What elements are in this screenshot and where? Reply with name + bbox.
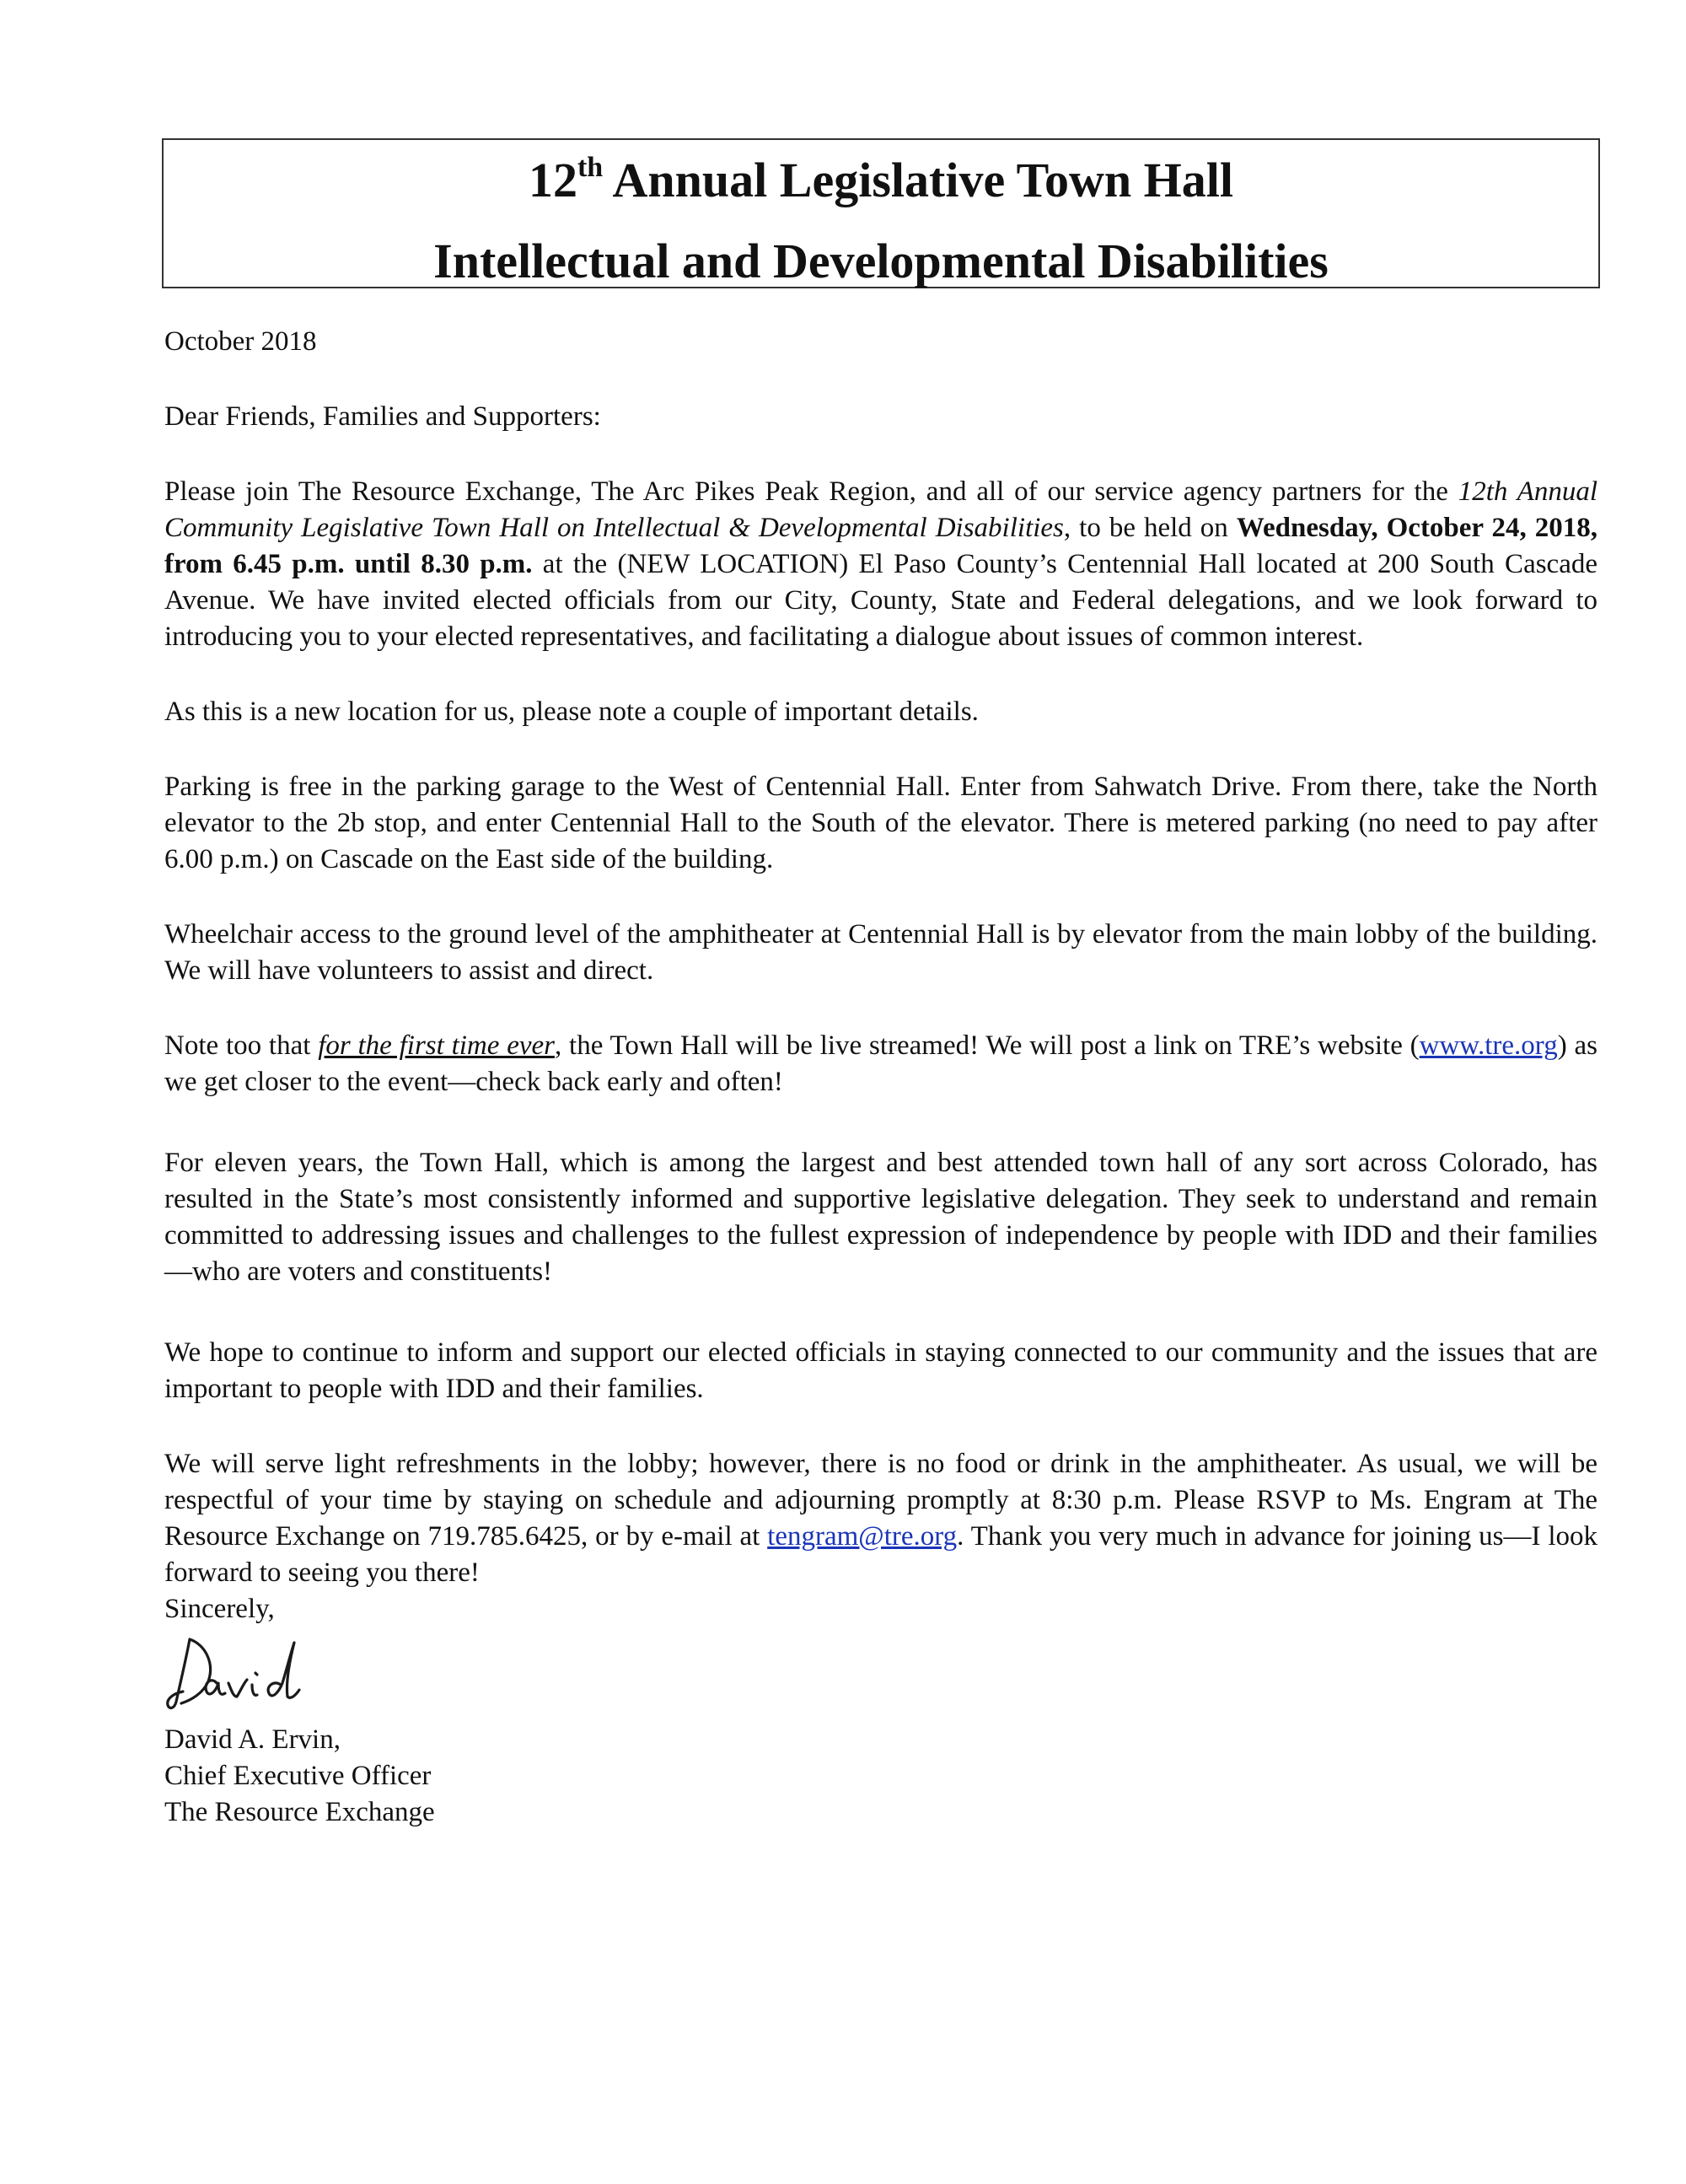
paragraph-livestream: Note too that for the first time ever, the Town Hall will be live streamed! We will post a link on TRE’s website (www.tre.org) as we get closer to the event—check back early and often!	[164, 1030, 1597, 1097]
signature	[164, 1633, 308, 1717]
title-superscript: th	[577, 152, 604, 183]
email-link[interactable]: tengram@tre.org	[767, 1521, 958, 1552]
paragraph-history: For eleven years, the Town Hall, which is among the largest and best attended town hall of any sort across Colorado, has resulted in the State’s most consistently informed and supportive legislative delegation. They seek to understand and remain committed to addressing issues and challenges to the fullest expression of independence by people with IDD and their families—who are voters and constituents!	[164, 1148, 1597, 1287]
sender-name: David A. Ervin,	[164, 1724, 341, 1755]
paragraph-rsvp: We will serve light refreshments in the lobby; however, there is no food or drink in the amphitheater. As usual, we will be respectful of your time by staying on schedule and adjourning promptly at 8:30 p.m. Please RSVP to Ms. Engram at The Resource Exchange on 719.785.6425, or by e-mail at tengram@tre.org. Thank you very much in advance for joining us—I look forward to seeing you there!	[164, 1449, 1597, 1588]
title-text: Annual Legislative Town Hall	[603, 153, 1233, 207]
paragraph-new-location: As this is a new location for us, please note a couple of important details.	[164, 697, 979, 727]
letter-date: October 2018	[164, 326, 317, 357]
paragraph-invitation: Please join The Resource Exchange, The Arc Pikes Peak Region, and all of our service agency partners for the 12th Annual Community Legislative Town Hall on Intellectual & Developmental Disabilities, to be held on Wednesday, October 24, 2018, from 6.45 p.m. until 8.30 p.m. at the (NEW LOCATION) El Paso County’s Centennial Hall located at 200 South Cascade Avenue. We have invited elected officials from our City, County, State and Federal delegations, and we look forward to introducing you to your elected representatives, and facilitating a dialogue about issues of common interest.	[164, 476, 1598, 652]
sender-organization: The Resource Exchange	[164, 1797, 435, 1827]
sender-title: Chief Executive Officer	[164, 1761, 432, 1791]
letter-greeting: Dear Friends, Families and Supporters:	[164, 401, 601, 432]
page-title	[164, 140, 1598, 221]
first-time-emphasis: for the first time ever	[318, 1030, 555, 1061]
event-datetime: Wednesday, October 24, 2018, from 6.45 p.m. until 8.30 p.m.	[164, 513, 1597, 579]
event-name: 12th Annual Community Legislative Town Hall on Intellectual & Developmental Disabilities	[164, 476, 1598, 543]
page-subtitle: Intellectual and Developmental Disabilities	[433, 234, 1329, 288]
sender-block	[164, 1722, 1597, 1831]
paragraph-parking: Parking is free in the parking garage to the West of Centennial Hall. Enter from Sahwatch Drive. From there, take the North elevator to the 2b stop, and enter Centennial Hall to the South of the elevator. There is metered parking (no need to pay after 6.00 p.m.) on Cascade on the East side of the building.	[164, 772, 1597, 874]
letter-closing: Sincerely,	[164, 1594, 275, 1624]
title-number: 12	[528, 153, 577, 207]
paragraph-wheelchair: Wheelchair access to the ground level of the amphitheater at Centennial Hall is by elevator from the main lobby of the building. We will have volunteers to assist and direct.	[164, 919, 1597, 986]
letter-body	[164, 324, 1597, 1831]
paragraph-support: We hope to continue to inform and support our elected officials in staying connected to our community and the issues that are important to people with IDD and their families.	[164, 1337, 1597, 1404]
header-box	[162, 138, 1600, 288]
website-link[interactable]: www.tre.org	[1419, 1030, 1558, 1061]
